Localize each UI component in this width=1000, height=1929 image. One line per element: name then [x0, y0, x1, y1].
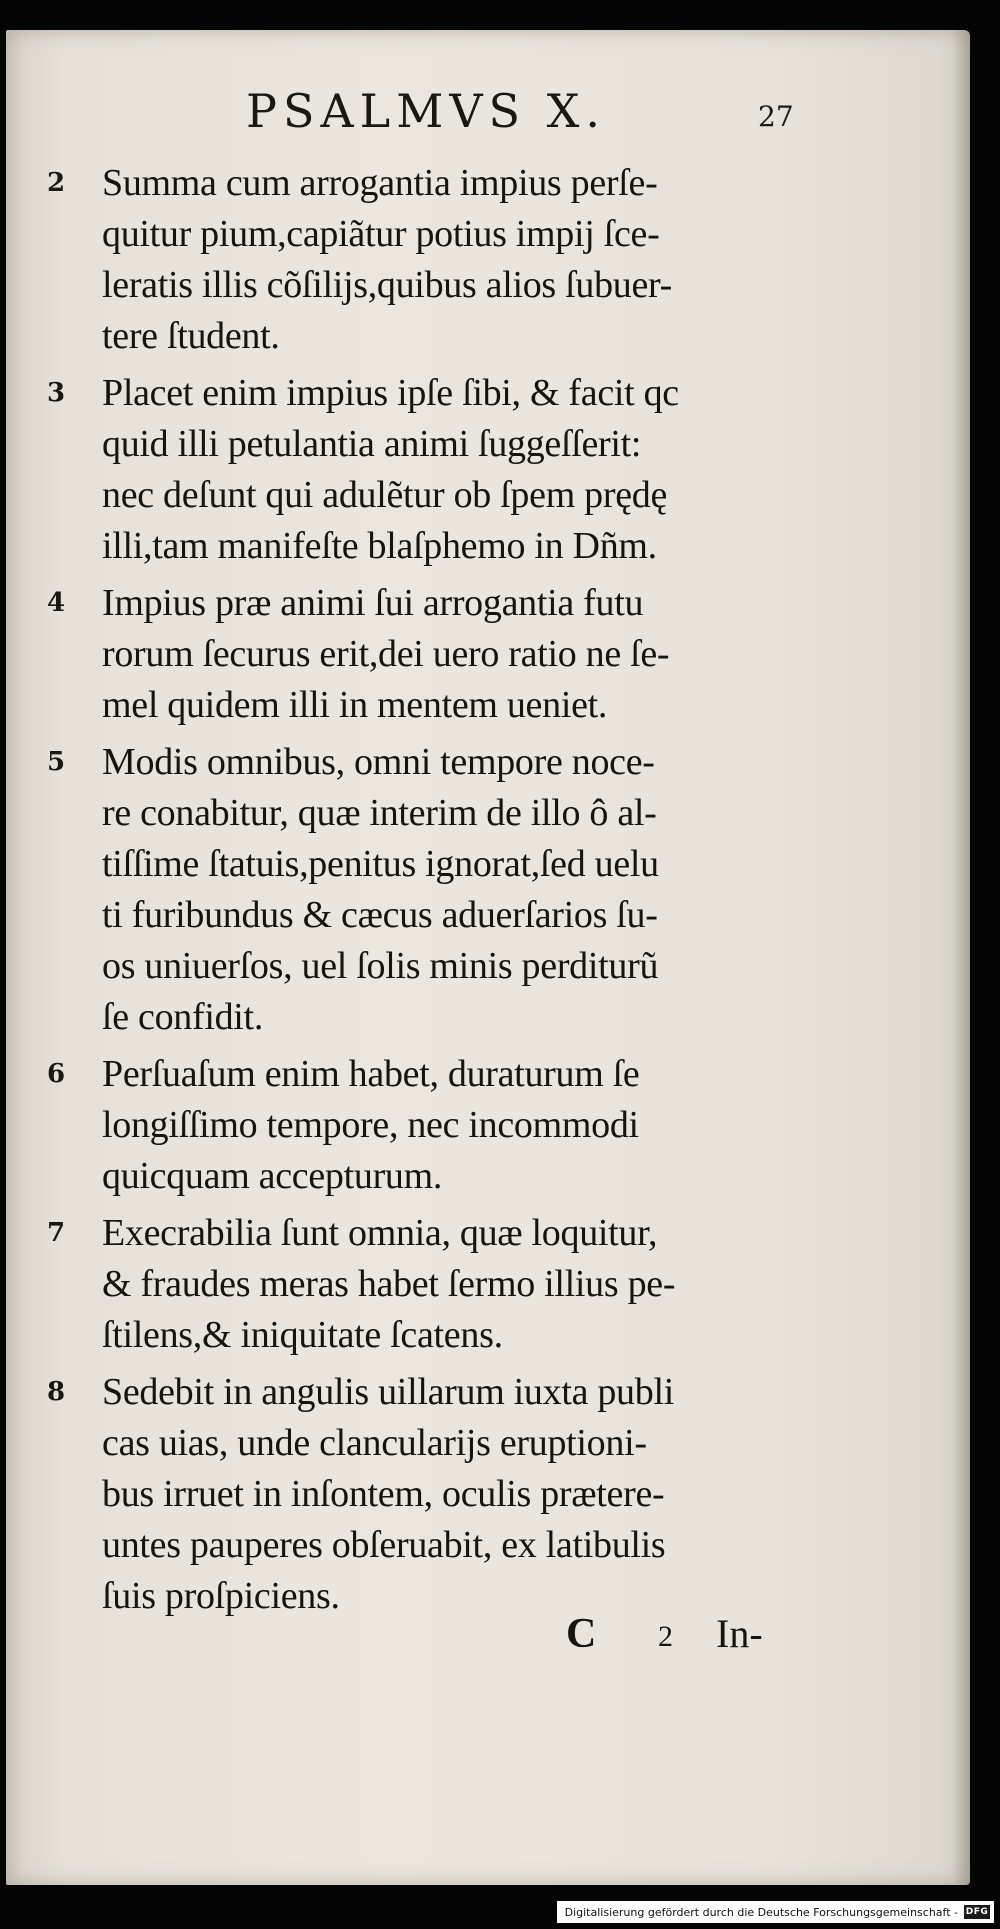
verse-4 — [6, 578, 970, 731]
credit-text: Digitalisierung gefördert durch die Deutsche Forschungsgemeinschaft - — [564, 1905, 958, 1919]
verse-line: tiſſime ſtatuis,penitus ignorat,ſed uelu — [102, 843, 659, 885]
catchword: In- — [716, 1611, 763, 1656]
verse-line: longiſſimo tempore, nec incommodi — [102, 1104, 639, 1146]
verse-number: 6 — [46, 1059, 66, 1089]
verse-line: & fraudes meras habet ſermo illius pe- — [102, 1263, 676, 1305]
verse-7 — [6, 1208, 970, 1361]
verse-number: 8 — [46, 1377, 66, 1407]
verse-line: tere ſtudent. — [102, 315, 280, 357]
verse-line: Execrabilia ſunt omnia, quæ loquitur, — [102, 1212, 658, 1254]
verse-line: Impius præ animi ſui arrogantia futu — [102, 582, 644, 624]
signature-mark: C — [566, 1611, 597, 1657]
verse-line: os uniuerſos, uel ſolis minis perditurũ — [102, 945, 659, 987]
verse-line: illi,tam manifeſte blaſphemo in Dñm. — [102, 525, 657, 567]
book-page — [6, 30, 970, 1885]
verse-2 — [6, 158, 970, 362]
signature-number: 2 — [658, 1620, 673, 1653]
verse-list — [6, 158, 970, 1628]
verse-line: rorum ſecurus erit,dei uero ratio ne ſe- — [102, 633, 670, 675]
verse-text — [102, 578, 822, 731]
verse-text — [102, 368, 822, 572]
verse-line: ſe confidit. — [102, 996, 264, 1038]
verse-line: Summa cum arrogantia impius perſe- — [102, 162, 658, 204]
verse-line: ti furibundus & cæcus aduerſarios ſu- — [102, 894, 658, 936]
verse-line: Placet enim impius ipſe ſibi, & facit qc — [102, 372, 679, 414]
folio-number: 27 — [758, 100, 794, 133]
verse-line: Sedebit in angulis uillarum iuxta publi — [102, 1371, 674, 1413]
verse-line: Perſuaſum enim habet, duraturum ſe — [102, 1053, 640, 1095]
verse-line: leratis illis cõſilijs,quibus alios ſubuer- — [102, 264, 672, 306]
verse-line: quitur pium,capiãtur potius impij ſce- — [102, 213, 660, 255]
verse-line: bus irruet in inſontem, oculis prætere- — [102, 1473, 665, 1515]
page-footer-catchwords — [566, 1610, 816, 1670]
digitization-credit — [557, 1901, 994, 1923]
verse-line: cas uias, unde clancularijs eruptioni- — [102, 1422, 647, 1464]
running-header — [6, 84, 970, 154]
verse-text — [102, 737, 822, 1043]
verse-line: ſtilens,& iniquitate ſcatens. — [102, 1314, 503, 1356]
verse-text — [102, 1208, 822, 1361]
verse-6 — [6, 1049, 970, 1202]
verse-number: 4 — [46, 588, 66, 618]
dfg-logo-icon: DFG — [965, 1907, 989, 1917]
verse-line: untes pauperes obſeruabit, ex latibulis — [102, 1524, 666, 1566]
verse-line: quid illi petulantia animi ſuggeſſerit: — [102, 423, 642, 465]
verse-line: mel quidem illi in mentem ueniet. — [102, 684, 608, 726]
verse-line: Modis omnibus, omni tempore noce- — [102, 741, 655, 783]
verse-line: nec deſunt qui adulẽtur ob ſpem prędę — [102, 474, 668, 516]
verse-number: 3 — [46, 378, 66, 408]
verse-number: 7 — [46, 1218, 66, 1248]
verse-8 — [6, 1367, 970, 1622]
verse-line: ſuis proſpiciens. — [102, 1575, 340, 1617]
verse-line: quicquam accepturum. — [102, 1155, 443, 1197]
verse-number: 2 — [46, 168, 66, 198]
verse-5 — [6, 737, 970, 1043]
verse-text — [102, 1367, 822, 1622]
verse-text — [102, 158, 822, 362]
verse-text — [102, 1049, 822, 1202]
page-title: PSALMVS X. — [246, 84, 607, 138]
verse-3 — [6, 368, 970, 572]
verse-line: re conabitur, quæ interim de illo ô al- — [102, 792, 657, 834]
verse-number: 5 — [46, 747, 66, 777]
